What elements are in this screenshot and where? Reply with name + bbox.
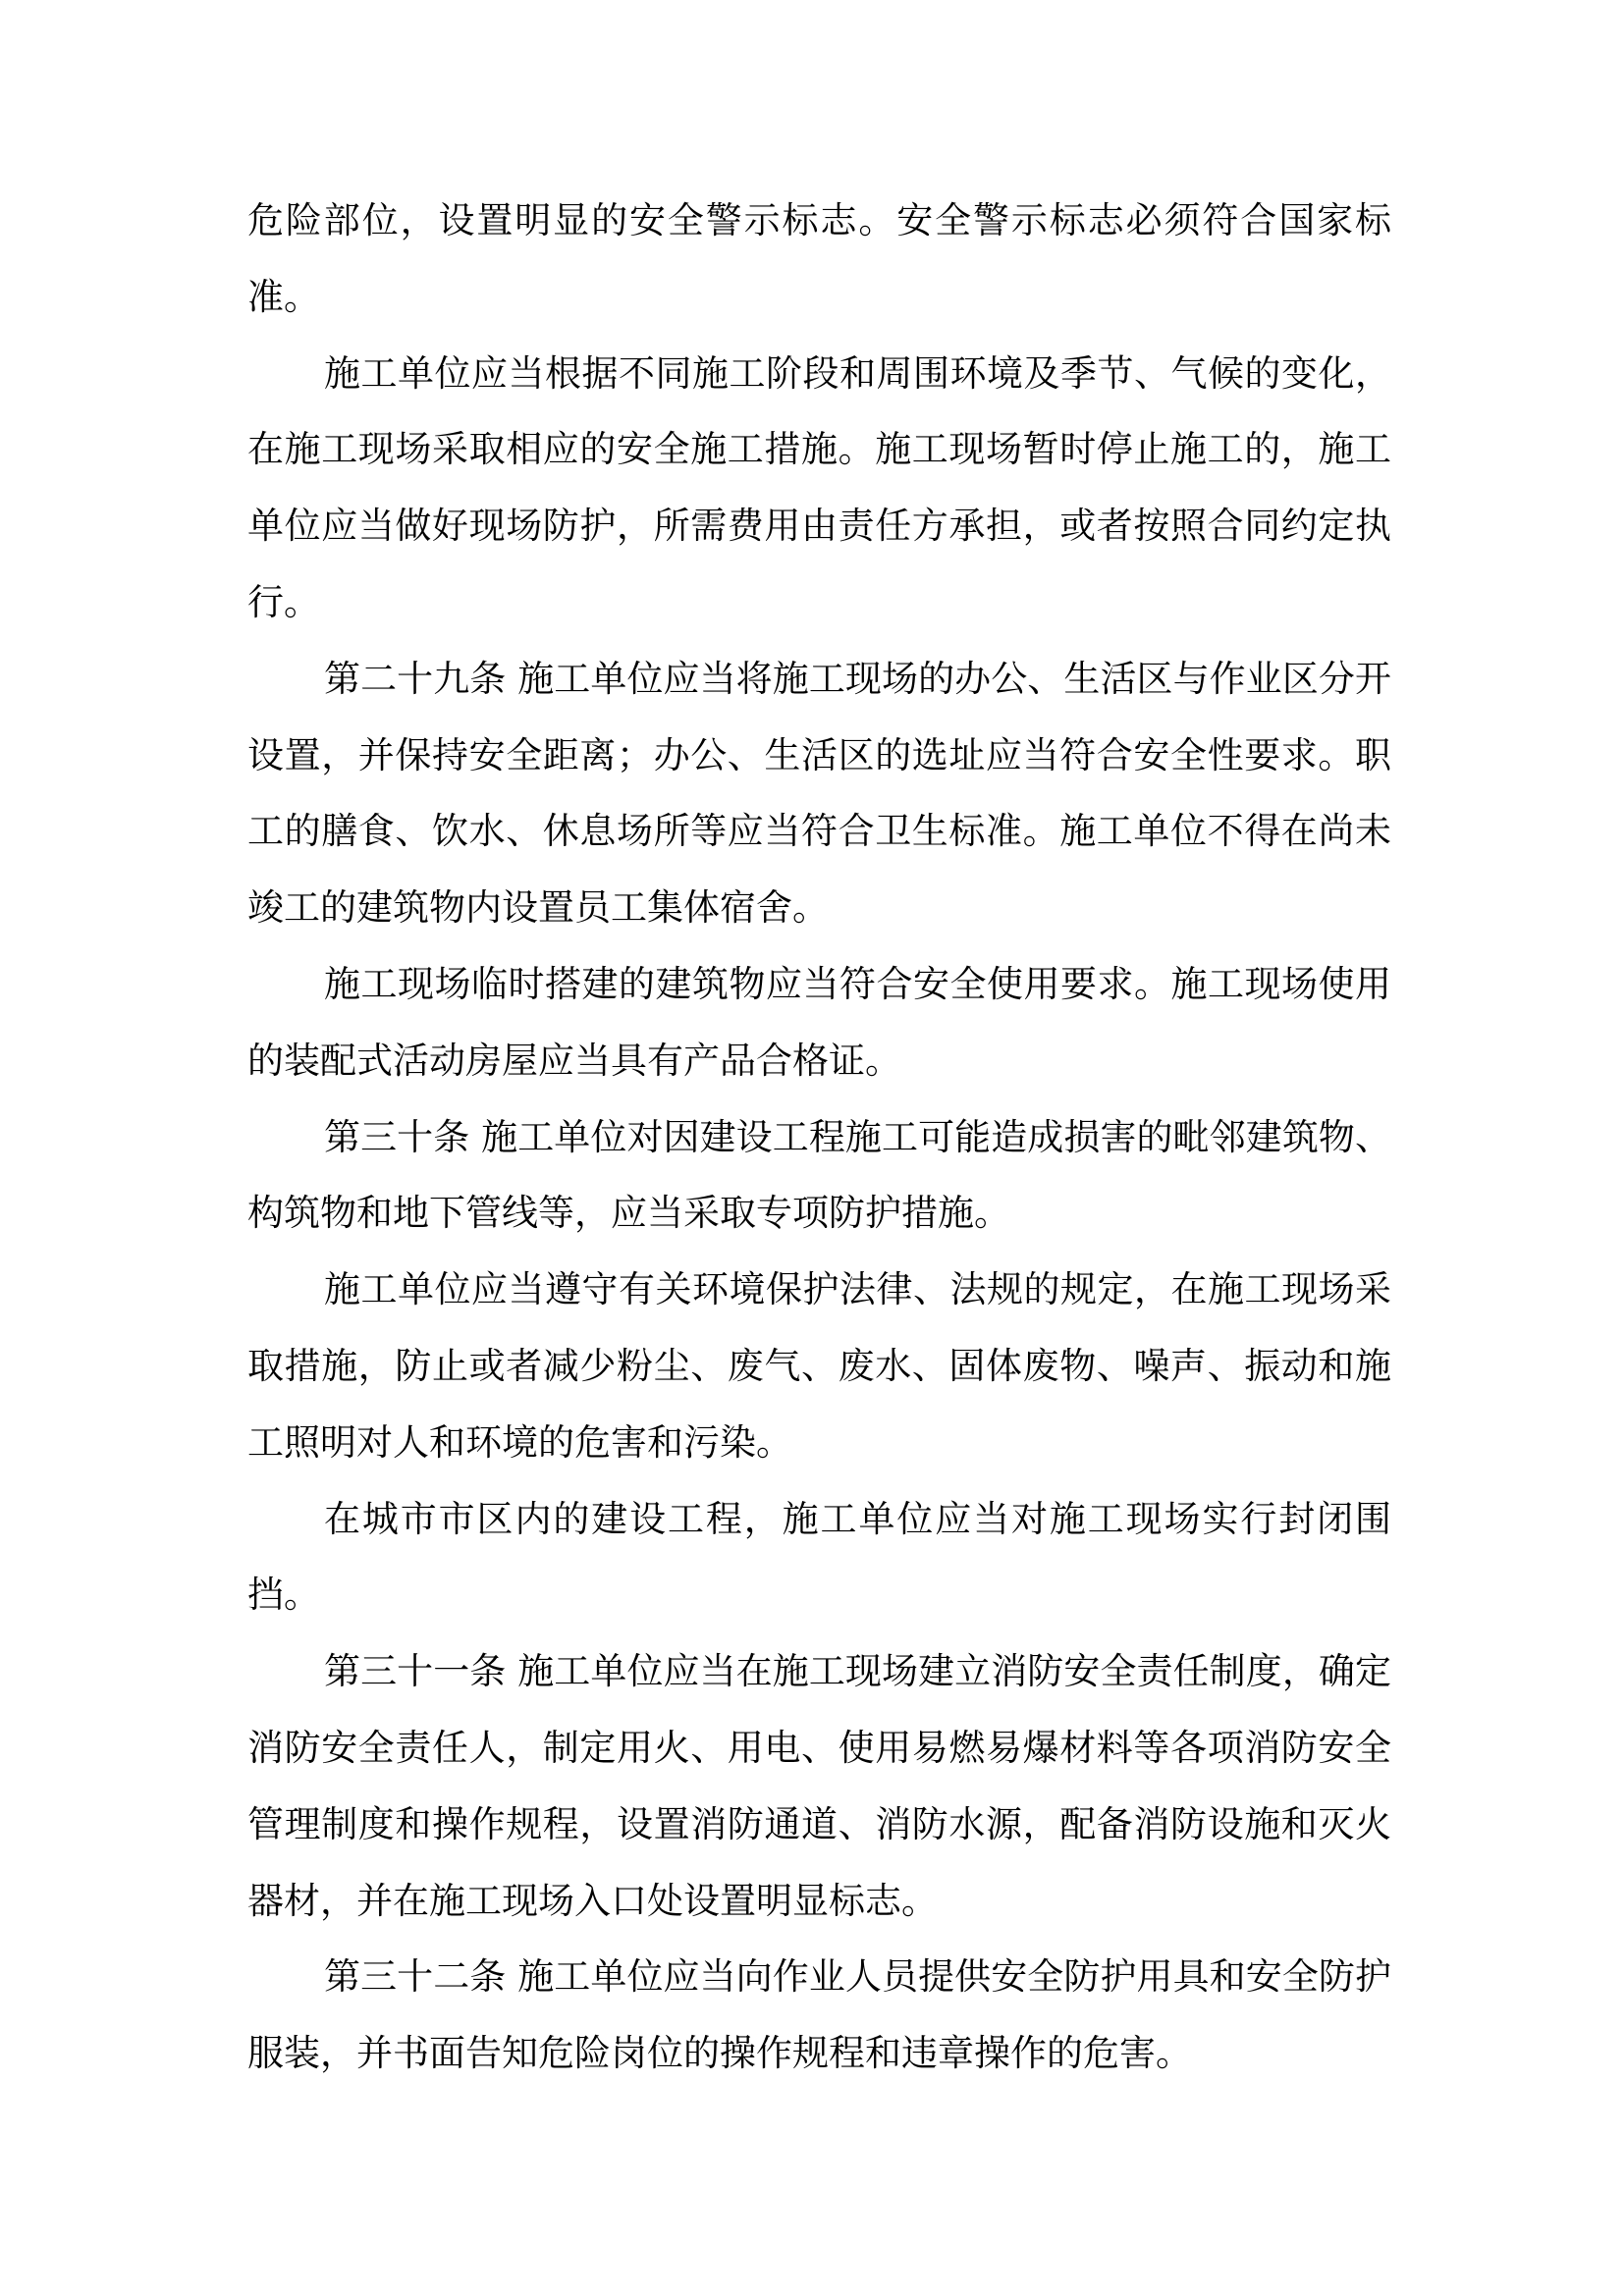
paragraph-article-31: 第三十一条 施工单位应当在施工现场建立消防安全责任制度，确定消防安全责任人，制定用火、用电、使用易燃易爆材料等各项消防安全管理制度和操作规程，设置消防通道、消防水源，配备消防设施和灭火器材，并在施工现场入口处设置明显标志。 — [247, 1650, 1391, 1922]
document-page — [247, 183, 1391, 2092]
paragraph-construction-measures: 施工单位应当根据不同施工阶段和周围环境及季节、气候的变化，在施工现场采取相应的安全施工措施。施工现场暂时停止施工的，施工单位应当做好现场防护，所需费用由责任方承担，或者按照合同约定执行。 — [247, 351, 1391, 623]
paragraph-urban-enclosure: 在城市市区内的建设工程，施工单位应当对施工现场实行封闭围挡。 — [247, 1497, 1391, 1617]
paragraph-article-32: 第三十二条 施工单位应当向作业人员提供安全防护用具和安全防护服装，并书面告知危险岗位的操作规程和违章操作的危害。 — [247, 1955, 1391, 2075]
paragraph-article-29: 第二十九条 施工单位应当将施工现场的办公、生活区与作业区分开设置，并保持安全距离；办公、生活区的选址应当符合安全性要求。职工的膳食、饮水、休息场所等应当符合卫生标准。施工单位不得在尚未竣工的建筑物内设置员工集体宿舍。 — [247, 657, 1391, 930]
paragraph-temporary-buildings: 施工现场临时搭建的建筑物应当符合安全使用要求。施工现场使用的装配式活动房屋应当具有产品合格证。 — [247, 962, 1391, 1082]
paragraph-article-30: 第三十条 施工单位对因建设工程施工可能造成损害的毗邻建筑物、构筑物和地下管线等，应当采取专项防护措施。 — [247, 1115, 1391, 1235]
paragraph-environmental-protection: 施工单位应当遵守有关环境保护法律、法规的规定，在施工现场采取措施，防止或者减少粉尘、废气、废水、固体废物、噪声、振动和施工照明对人和环境的危害和污染。 — [247, 1268, 1391, 1464]
paragraph-continuation: 危险部位，设置明显的安全警示标志。安全警示标志必须符合国家标准。 — [247, 199, 1391, 318]
